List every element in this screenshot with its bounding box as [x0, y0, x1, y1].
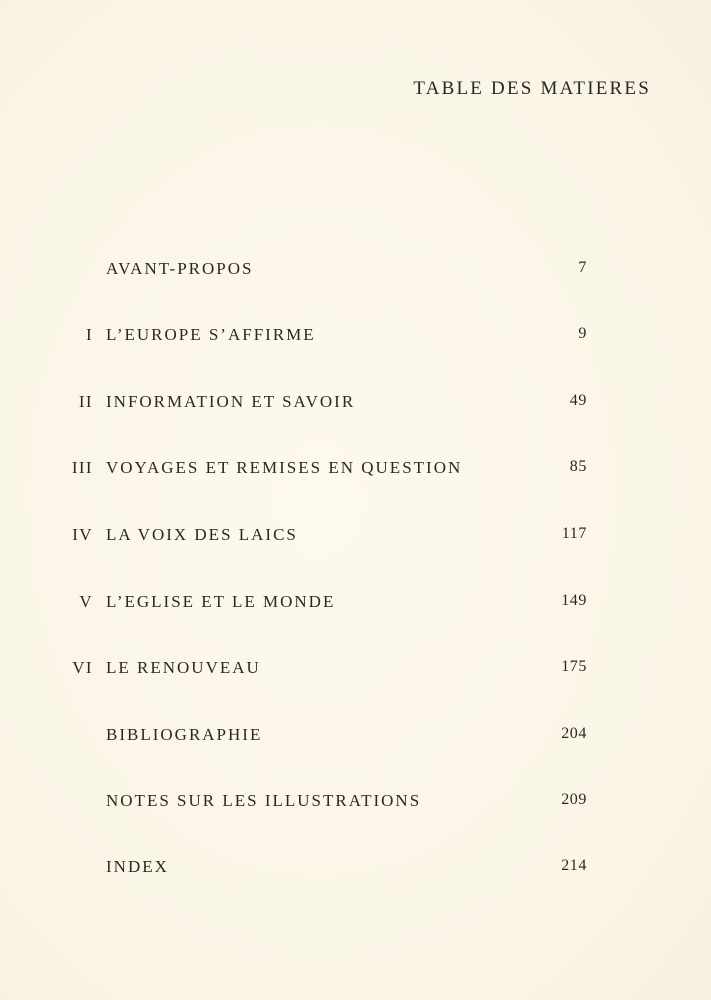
entry-label: LA VOIX DES LAICS	[106, 525, 298, 544]
chapter-number: V	[79, 592, 93, 611]
entry-label: AVANT-PROPOS	[106, 259, 254, 278]
toc-entry-index	[0, 857, 711, 887]
page-number: 117	[561, 525, 587, 542]
entry-label: BIBLIOGRAPHIE	[106, 725, 263, 744]
toc-entry-notes	[0, 791, 711, 821]
page-number: 85	[569, 458, 587, 475]
toc-entry-avant-propos	[0, 259, 711, 289]
toc-entry-chapter-1	[0, 325, 711, 355]
toc-entry-bibliographie	[0, 725, 711, 755]
page-title: TABLE DES MATIERES	[413, 78, 651, 99]
chapter-number: IV	[72, 525, 93, 544]
entry-label: NOTES SUR LES ILLUSTRATIONS	[106, 791, 422, 810]
toc-entry-chapter-2	[0, 392, 711, 422]
toc-entry-chapter-4	[0, 525, 711, 555]
entry-label: L’EGLISE ET LE MONDE	[106, 592, 336, 611]
chapter-number: VI	[72, 658, 93, 677]
page-number: 204	[561, 725, 587, 742]
page-number: 175	[561, 658, 587, 675]
entry-label: LE RENOUVEAU	[106, 658, 261, 677]
entry-label: VOYAGES ET REMISES EN QUESTION	[106, 458, 463, 477]
entry-label: L’EUROPE S’AFFIRME	[106, 325, 316, 344]
page-number: 9	[578, 325, 587, 342]
page-number: 7	[578, 259, 587, 276]
page-number: 149	[561, 592, 587, 609]
chapter-number: II	[78, 392, 93, 411]
page-number: 49	[569, 392, 587, 409]
toc-entry-chapter-3	[0, 458, 711, 488]
toc-entry-chapter-6	[0, 658, 711, 688]
toc-entry-chapter-5	[0, 592, 711, 622]
chapter-number: I	[85, 325, 93, 344]
page-number: 214	[561, 857, 587, 874]
entry-label: INDEX	[106, 857, 169, 876]
entry-label: INFORMATION ET SAVOIR	[106, 392, 356, 411]
chapter-number: III	[71, 458, 93, 477]
page-number: 209	[561, 791, 587, 808]
